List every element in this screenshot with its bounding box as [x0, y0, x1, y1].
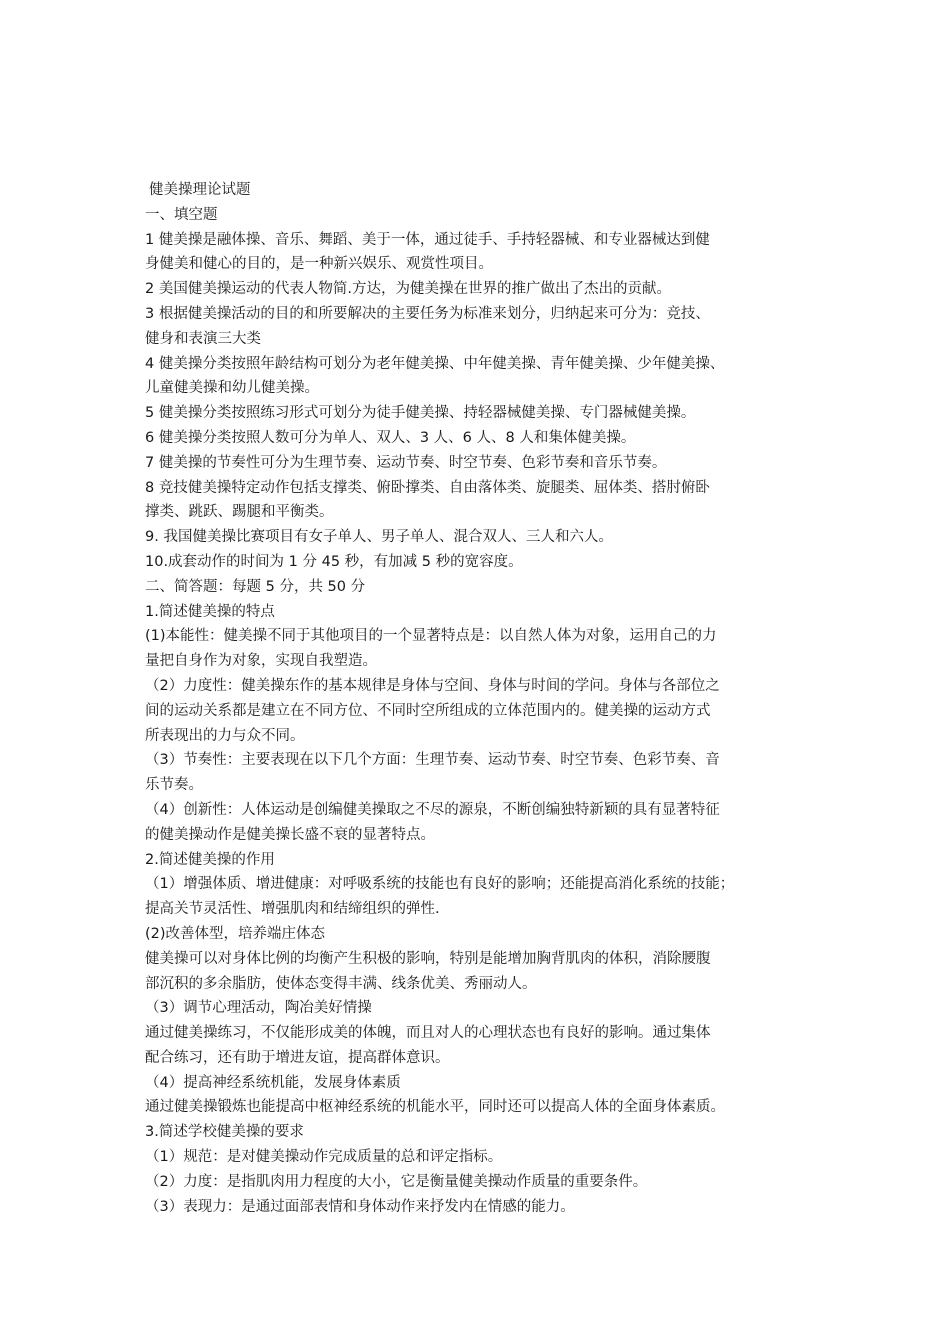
document-lines	[145, 203, 813, 1220]
text-line: 撑类、跳跃、踢腿和平衡类。	[145, 504, 334, 521]
text-line: （4）创新性：人体运动是创编健美操取之不尽的源泉，不断创编独特新颖的具有显著特征	[145, 801, 720, 818]
text-line: 所表现出的力与众不同。	[145, 727, 305, 744]
text-line: 身健美和健心的目的，是一种新兴娱乐、观赏性项目。	[145, 256, 493, 273]
text-line: 7 健美操的节奏性可分为生理节奏、运动节奏、时空节奏、色彩节奏和音乐节奏。	[145, 454, 667, 471]
text-line: 一、填空题	[145, 206, 218, 223]
text-line: （1）规范：是对健美操动作完成质量的总和评定指标。	[145, 1149, 503, 1166]
text-line: 健身和表演三大类	[145, 330, 261, 347]
text-line: 10.成套动作的时间为 1 分 45 秒，有加减 5 秒的宽容度。	[145, 553, 523, 570]
text-line: 4 健美操分类按照年龄结构可划分为老年健美操、中年健美操、青年健美操、少年健美操、	[145, 355, 725, 372]
text-line: (2)改善体型，培养端庄体态	[145, 925, 326, 942]
text-line: 通过健美操锻炼也能提高中枢神经系统的机能水平，同时还可以提高人体的全面身体素质。	[145, 1099, 725, 1116]
text-line: 间的运动关系都是建立在不同方位、不同时空所组成的立体范围内的。健美操的运动方式	[145, 702, 711, 719]
text-line: 二、简答题：每题 5 分，共 50 分	[145, 578, 366, 595]
text-line: 量把自身作为对象，实现自我塑造。	[145, 653, 377, 670]
text-line: （2）力度性：健美操东作的基本规律是身体与空间、身体与时间的学问。身体与各部位之	[145, 677, 720, 694]
text-line: 通过健美操练习，不仅能形成美的体魄，而且对人的心理状态也有良好的影响。通过集体	[145, 1025, 711, 1042]
document-body	[145, 178, 813, 1219]
text-line: 健美操可以对身体比例的均衡产生积极的影响，特别是能增加胸背肌肉的体积，消除腰腹	[145, 950, 711, 967]
text-line: (1)本能性：健美操不同于其他项目的一个显著特点是：以自然人体为对象，运用自己的力	[145, 628, 717, 645]
text-line: 2.简述健美操的作用	[145, 851, 275, 868]
text-line: 2 美国健美操运动的代表人物简.方达，为健美操在世界的推广做出了杰出的贡献。	[145, 281, 671, 298]
text-line: 配合练习，还有助于增进友谊，提高群体意识。	[145, 1049, 450, 1066]
text-line: 8 竞技健美操特定动作包括支撑类、俯卧撑类、自由落体类、旋腿类、屈体类、搭肘俯卧	[145, 479, 710, 496]
text-line: 的健美操动作是健美操长盛不衰的显著特点。	[145, 826, 435, 843]
text-line: 3.简述学校健美操的要求	[145, 1124, 304, 1141]
text-line: （3）调节心理活动，陶冶美好情操	[145, 1000, 372, 1017]
text-line: 部沉积的多余脂肪，使体态变得丰满、线条优美、秀丽动人。	[145, 975, 537, 992]
text-line: （3）节奏性：主要表现在以下几个方面：生理节奏、运动节奏、时空节奏、色彩节奏、音	[145, 752, 720, 769]
text-line: （4）提高神经系统机能，发展身体素质	[145, 1074, 401, 1091]
text-line: 3 根据健美操活动的目的和所要解决的主要任务为标准来划分，归纳起来可分为：竞技、	[145, 305, 710, 322]
text-line: 1.简述健美操的特点	[145, 603, 275, 620]
text-line: （2）力度：是指肌肉用力程度的大小，它是衡量健美操动作质量的重要条件。	[145, 1173, 648, 1190]
text-line: 儿童健美操和幼儿健美操。	[145, 380, 319, 397]
text-line: 乐节奏。	[145, 777, 203, 794]
text-line: （3）表现力：是通过面部表情和身体动作来抒发内在情感的能力。	[145, 1198, 575, 1215]
text-line: 5 健美操分类按照练习形式可划分为徒手健美操、持轻器械健美操、专门器械健美操。	[145, 405, 696, 422]
text-line: 提高关节灵活性、增强肌肉和结缔组织的弹性.	[145, 901, 440, 918]
text-line: 9. 我国健美操比赛项目有女子单人、男子单人、混合双人、三人和六人。	[145, 529, 613, 546]
document-title: 健美操理论试题	[149, 182, 251, 198]
text-line: （1）增强体质、增进健康：对呼吸系统的技能也有良好的影响；还能提高消化系统的技能；	[145, 876, 735, 893]
text-line: 6 健美操分类按照人数可分为单人、双人、3 人、6 人、8 人和集体健美操。	[145, 429, 636, 446]
text-line: 1 健美操是融体操、音乐、舞蹈、美于一体，通过徒手、手持轻器械、和专业器械达到健	[145, 231, 710, 248]
